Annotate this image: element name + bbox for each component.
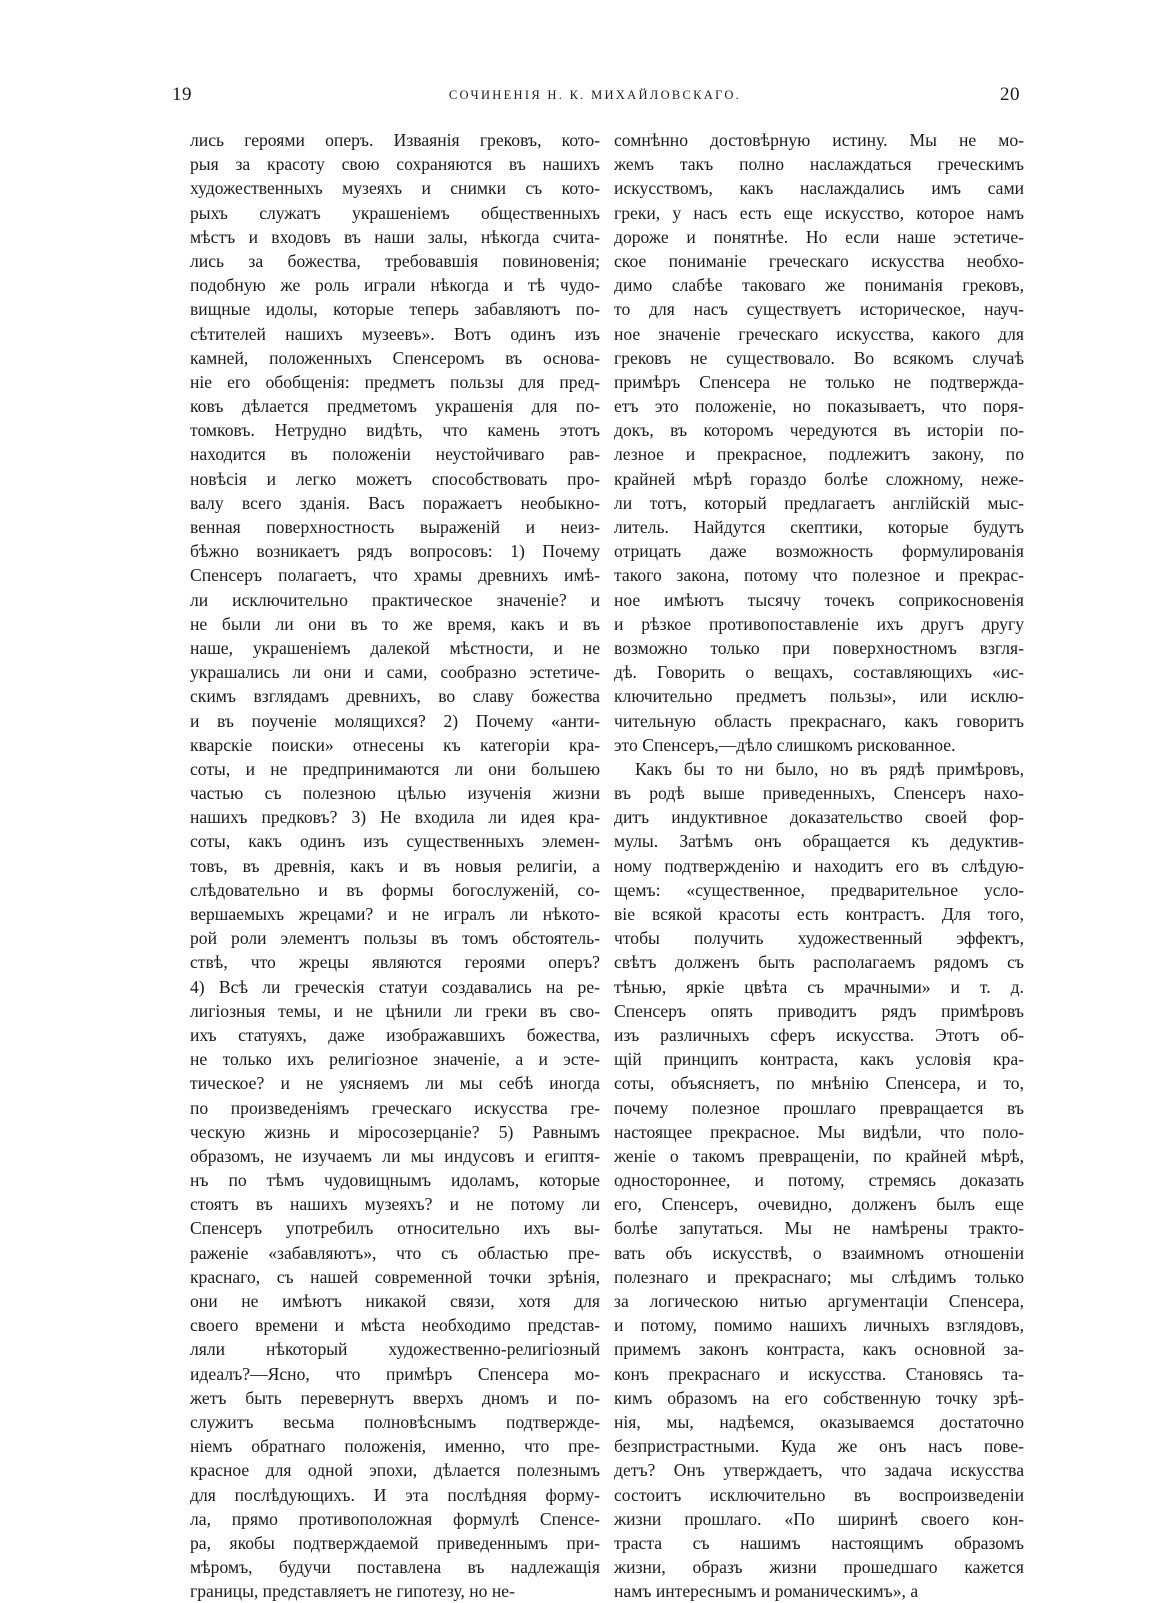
text-line: чтобы получить художественный эффектъ, <box>614 928 1024 949</box>
text-line: кимъ образомъ на его собственную точку зрѣ- <box>614 1387 1024 1408</box>
text-line: димо слабѣе таковаго же пониманія грековъ, <box>614 275 1024 296</box>
text-line: детъ? Онъ утверждаетъ, что задача искусства <box>614 1460 1024 1481</box>
text-line: безпристрастными. Куда же онъ насъ пове- <box>614 1436 1024 1457</box>
text-line: не только ихъ религіозное значеніе, а и эсте- <box>190 1049 600 1070</box>
text-line: литель. Найдутся скептики, которые будутъ <box>614 517 1024 537</box>
text-line: болѣе запутаться. Мы не намѣрены тракто- <box>614 1218 1024 1239</box>
text-line: Спенсеръ полагаетъ, что храмы древнихъ имѣ- <box>190 565 600 586</box>
text-line: своего времени и мѣста необходимо представ- <box>190 1315 600 1336</box>
text-line: ла, прямо противоположная формулѣ Спенсе- <box>190 1508 600 1529</box>
text-line: въ родѣ выше приведенныхъ, Спенсеръ нахо- <box>614 783 1024 804</box>
text-line: художественныхъ музеяхъ и снимки съ кото- <box>190 178 600 199</box>
text-line: лигіозныя темы, и не цѣнили ли греки въ сво- <box>190 1000 600 1021</box>
text-line: новѣсія и легко можетъ способствовать про- <box>190 468 600 489</box>
text-line: ное значеніе греческаго искусства, какого для <box>614 323 1024 344</box>
text-line: мулы. Затѣмъ онъ обращается къ дедуктив- <box>614 831 1024 852</box>
text-line: ствѣ, что жрецы являются героями оперъ? <box>190 952 600 973</box>
text-line: раженіе «забавляютъ», что съ областью пре- <box>190 1242 600 1263</box>
text-line: дороже и понятнѣе. Но если наше эстетиче- <box>614 226 1024 247</box>
text-line: слѣдовательно и въ формы богослуженій, со- <box>190 879 600 900</box>
text-line: ческую жизнь и міросозерцаніе? 5) Равнымъ <box>190 1121 600 1142</box>
text-line: соты, какъ одинъ изъ существенныхъ элемен- <box>190 831 600 852</box>
text-line: намъ интереснымъ и романическимъ», а <box>614 1581 919 1602</box>
text-line: находится въ положеніи неустойчиваго рав- <box>190 444 600 465</box>
page-number-right: 20 <box>1000 84 1020 105</box>
text-line: они не имѣютъ никакой связи, хотя для <box>190 1291 600 1311</box>
text-line: товъ, въ древнія, какъ и въ новыя религіи, а <box>190 855 600 876</box>
text-line: служитъ весьма полновѣснымъ подтвержде- <box>190 1411 600 1432</box>
text-column-right <box>614 128 1024 1603</box>
text-line: ское пониманіе греческаго искусства необхо- <box>614 250 1024 271</box>
text-line: и потому, помимо нашихъ личныхъ взглядовъ, <box>614 1315 1024 1336</box>
text-line: мѣстъ и входовъ въ наши залы, нѣкогда счита- <box>190 226 600 247</box>
text-line: грековъ не существовало. Во всякомъ случаѣ <box>614 347 1024 368</box>
text-line: щемъ: «существенное, предварительное усло- <box>614 879 1024 900</box>
text-line: это Спенсеръ,—дѣло слишкомъ рискованное. <box>614 734 956 755</box>
text-line: дѣ. Говорить о вещахъ, составляющихъ «ис- <box>614 662 1024 683</box>
text-line: для послѣдующихъ. И эта послѣдняя форму- <box>190 1484 600 1505</box>
text-line: состоитъ исключительно въ воспроизведеніи <box>614 1484 1024 1505</box>
text-line: вать объ искусствѣ, о взаимномъ отношеніи <box>614 1242 1024 1263</box>
text-line: изъ различныхъ сферъ искусства. Этотъ об- <box>614 1024 1024 1045</box>
text-line: ному подтвержденію и находитъ его въ слѣдую- <box>614 855 1024 876</box>
text-line: образомъ, не изучаемъ ли мы индусовъ и египтя- <box>190 1145 600 1166</box>
text-line: греки, у насъ есть еще искусство, которое намъ <box>614 202 1024 223</box>
text-line: вищные идолы, которые теперь забавляютъ по- <box>190 299 600 320</box>
text-line: траста съ нашимъ настоящимъ образомъ <box>614 1532 1024 1553</box>
text-line: примѣръ Спенсера не только не подтвержда- <box>614 371 1024 392</box>
text-line: тическое? и не уясняемъ ли мы себѣ иногда <box>190 1073 600 1094</box>
text-line: 4) Всѣ ли греческія статуи создавались на ре- <box>190 976 600 997</box>
text-line: скимъ взглядамъ древнихъ, во славу божества <box>190 686 600 707</box>
text-line: стоятъ въ нашихъ музеяхъ? и не потому ли <box>190 1194 600 1215</box>
text-line: ковъ дѣлается предметомъ украшенія для по- <box>190 396 600 417</box>
text-line: докъ, въ которомъ чередуются въ исторіи по- <box>614 420 1024 441</box>
text-line: рыя за красоту свою сохраняются въ нашихъ <box>190 154 600 175</box>
text-line: жизни прошлаго. «По ширинѣ своего кон- <box>614 1508 1024 1529</box>
text-line: венная поверхностность выраженій и неиз- <box>190 517 600 537</box>
running-title: СОЧИНЕНІЯ Н. К. МИХАЙЛОВСКАГО. <box>448 88 742 102</box>
text-line: сомнѣнно достовѣрную истину. Мы не мо- <box>614 130 1024 150</box>
text-line: камней, положенныхъ Спенсеромъ въ основа- <box>190 347 600 368</box>
text-line: ли тотъ, который предлагаетъ англійскій мыс- <box>614 492 1024 513</box>
text-line: віе всякой красоты есть контрастъ. Для того, <box>614 904 1024 924</box>
text-line: щій принципъ контраста, какъ условія кра- <box>614 1049 1024 1070</box>
text-line: жизни, образъ жизни прошедшаго кажется <box>614 1557 1024 1578</box>
text-line: томковъ. Нетрудно видѣть, что камень этотъ <box>190 420 600 441</box>
text-line: лезное и прекрасное, подлежитъ закону, по <box>614 444 1024 465</box>
text-line: ихъ статуяхъ, даже изображавшихъ божества, <box>190 1024 600 1045</box>
text-line: возможно только при поверхностномъ взгля- <box>614 637 1024 658</box>
text-line: рой роли элементъ пользы въ томъ обстоятель- <box>190 928 600 949</box>
text-line: почему полезное прошлаго превращается въ <box>614 1097 1024 1118</box>
text-line: жемъ такъ полно наслаждаться греческимъ <box>614 154 1024 175</box>
text-line: наше, украшеніемъ далекой мѣстности, и не <box>190 637 600 658</box>
text-line: конъ прекраснаго и искусства. Становясь та- <box>614 1363 1024 1384</box>
text-line: ра, якобы подтверждаемой приведеннымъ при- <box>190 1532 600 1553</box>
text-line: такого закона, потому что полезное и прекрас- <box>614 565 1024 586</box>
text-line: ніе его обобщенія: предметъ пользы для пред- <box>190 371 600 392</box>
text-line: мѣромъ, будучи поставлена въ надлежащія <box>190 1557 600 1578</box>
text-line: чительную область прекраснаго, какъ говоритъ <box>614 710 1024 731</box>
text-line: нъ по тѣмъ чудовищнымъ идоламъ, которые <box>190 1170 600 1191</box>
text-line: етъ это положеніе, но показываетъ, что поря- <box>614 396 1024 417</box>
text-line: ніемъ обратнаго положенія, именно, что пре- <box>190 1436 600 1457</box>
text-line: сѣтителей нашихъ музеевъ». Вотъ одинъ изъ <box>190 323 600 344</box>
text-line: границы, представляетъ не гипотезу, но не- <box>190 1581 515 1602</box>
text-line: и рѣзкое противопоставленіе ихъ другъ другу <box>614 613 1024 634</box>
text-line: идеалъ?—Ясно, что примѣръ Спенсера мо- <box>190 1363 600 1384</box>
text-line: рыхъ служатъ украшеніемъ общественныхъ <box>190 202 600 223</box>
text-line: Спенсеръ употребилъ относительно ихъ вы- <box>190 1218 600 1239</box>
text-line: подобную же роль играли нѣкогда и тѣ чудо- <box>190 275 600 296</box>
text-line: краснаго, съ нашей современной точки зрѣнія, <box>190 1266 600 1287</box>
text-line: частью съ полезною цѣлью изученія жизни <box>190 783 600 804</box>
text-line: кварскіе поиски» отнесены къ категоріи кра- <box>190 734 600 755</box>
text-line: соты, и не предпринимаются ли они большею <box>190 758 600 779</box>
text-line: полезнаго и прекраснаго; мы слѣдимъ только <box>614 1266 1024 1287</box>
text-line: ляли нѣкоторый художественно-религіозный <box>190 1339 600 1360</box>
text-line: не были ли они въ то же время, какъ и въ <box>190 613 600 634</box>
text-line: отрицать даже возможность формулированія <box>614 541 1024 562</box>
text-line: и въ поученіе молящихся? 2) Почему «анти- <box>190 710 600 731</box>
text-line: красное для одной эпохи, дѣлается полезнымъ <box>190 1460 600 1481</box>
text-line: крайней мѣрѣ гораздо болѣе сложному, нeже- <box>614 468 1024 489</box>
text-line: жетъ быть перевернутъ вверхъ дномъ и по- <box>190 1387 600 1408</box>
text-line: ли исключительно практическое значеніе? и <box>190 589 600 610</box>
text-line: дитъ индуктивное доказательство своей фор- <box>614 807 1024 828</box>
text-line: за логическою нитью аргументаціи Спенсера, <box>614 1291 1024 1311</box>
text-column-left <box>190 128 600 1603</box>
text-line: то для насъ существуетъ историческое, науч- <box>614 299 1024 320</box>
text-line: женіе о такомъ превращеніи, по крайней мѣрѣ, <box>614 1145 1024 1166</box>
text-line: искусствомъ, какъ наслаждались имъ сами <box>614 178 1024 199</box>
text-line: лись героями оперъ. Изваянія грековъ, кото- <box>190 130 600 150</box>
text-line: его, Спенсеръ, очевидно, долженъ былъ еще <box>614 1194 1024 1215</box>
text-line: нія, мы, надѣемся, оказываемся достаточно <box>614 1411 1024 1432</box>
text-line: тѣнью, яркіе цвѣта съ мрачными» и т. д. <box>614 976 1024 997</box>
text-line: бѣжно возникаетъ рядъ вопросовъ: 1) Почему <box>190 541 600 562</box>
text-line: настоящее прекрасное. Мы видѣли, что поло- <box>614 1121 1024 1142</box>
text-line: одностороннее, и потому, стремясь доказать <box>614 1170 1024 1191</box>
text-line: валу всего зданія. Васъ поражаетъ необыкно- <box>190 492 600 513</box>
text-line: ное имѣютъ тысячу точекъ соприкосновенія <box>614 589 1024 610</box>
text-line: свѣтъ долженъ быть располагаемъ рядомъ съ <box>614 952 1024 973</box>
text-line: Какъ бы то ни было, но въ рядѣ примѣровъ, <box>635 758 1024 779</box>
text-line: нашихъ предковъ? 3) Не входила ли идея кра- <box>190 807 600 828</box>
running-header <box>170 84 1020 114</box>
text-line: Спенсеръ опять приводитъ рядъ примѣровъ <box>614 1000 1024 1021</box>
text-line: ключительно предметъ пользы», или исклю- <box>614 686 1024 707</box>
text-line: украшались ли они и сами, сообразно эстетиче- <box>190 662 600 683</box>
text-line: вершаемыхъ жрецами? и не игралъ ли нѣкото- <box>190 904 600 924</box>
text-line: соты, объясняетъ, по мнѣнію Спенсера, и то, <box>614 1073 1024 1094</box>
text-line: примемъ законъ контраста, какъ основной за- <box>614 1339 1024 1360</box>
text-line: лись за божества, требовавшія повиновенія; <box>190 250 600 271</box>
text-line: по произведеніямъ греческаго искусства гре- <box>190 1097 600 1118</box>
page-number-left: 19 <box>172 84 192 105</box>
